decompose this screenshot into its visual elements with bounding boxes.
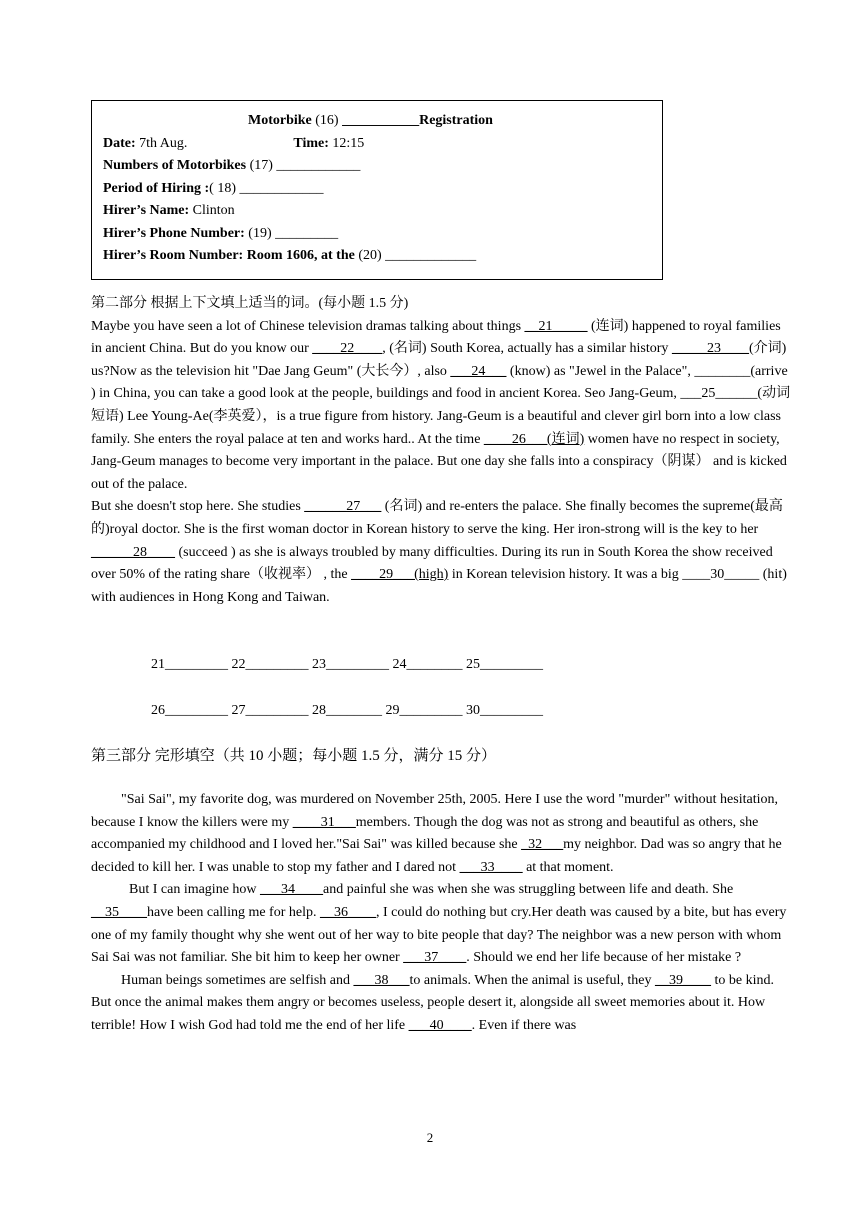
form-period xyxy=(103,178,662,201)
blank-22: ____22____ xyxy=(312,341,383,357)
date-label: Date: xyxy=(103,135,136,151)
text: (know) as "Jewel in the Palace", ________(arrive ) in China, you can take a good look at the people, buildings and food in ancient Korea. Seo Jang-Geum, ___25______(动词短语) Lee Young-Ae(李英爱），is a true figure from history. Jang-Geum is a beautiful and clever girl born into a low class family. She enters the royal palace at ten and works hard.. At the time xyxy=(91,363,791,447)
form-title-label: Motorbike xyxy=(248,113,312,128)
text: members. Though the dog was not as strong and beautiful as others, she accompanied my childhood and I loved her."Sai Sai" was killed because she xyxy=(91,814,759,853)
blank-23: _____23____ xyxy=(671,341,749,357)
text: "Sai Sai", my favorite dog, was murdered on November 25th, 2005. Here I use the word "murder" without hesitation, because I know the killers were my xyxy=(91,792,778,830)
blank-26: ____26___(连词) xyxy=(483,431,585,447)
text: to animals. When the animal is useful, they xyxy=(409,972,655,988)
text: (连词) happened to royal families in ancient China. But do you know our xyxy=(91,318,781,357)
text: , I could do nothing but cry.Her death was caused by a bite, but has every one of my family thought why she went out of her way to bite people that day? The neighbor was a new person with whom Sai Sai was not familiar. She bit him to keep her owner xyxy=(91,904,787,966)
text: , (名词) South Korea, actually has a similar history xyxy=(382,341,672,357)
date-value: 7th Aug. xyxy=(139,135,188,151)
period-value: ( 18) ____________ xyxy=(209,180,324,196)
phone-label: Hirer’s Phone Number: xyxy=(103,225,245,241)
part2-heading: 第二部分 根据上下文填上适当的词。(每小题 1.5 分) xyxy=(91,296,409,311)
blank-40: ___40____ xyxy=(408,1017,472,1033)
form-room xyxy=(103,245,662,268)
part3-paragraph-3 xyxy=(91,970,791,1038)
answer-row-2: 26_________ 27_________ 28________ 29_________ 30_________ xyxy=(151,703,543,718)
form-title-suffix: Registration xyxy=(419,113,493,128)
time-label: Time: xyxy=(293,135,329,151)
time-value: 12:15 xyxy=(332,135,365,151)
room-label: Hirer’s Room Number: Room 1606, at the xyxy=(103,248,355,263)
part2-paragraph-1 xyxy=(91,316,791,497)
page-number: 2 xyxy=(426,1130,434,1145)
num-motorbikes-value: (17) ____________ xyxy=(249,158,361,173)
answer-row-1: 21_________ 22_________ 23_________ 24________ 25_________ xyxy=(151,657,543,672)
blank-39: __39____ xyxy=(654,972,711,988)
form-title-blank: ___________ xyxy=(342,113,420,128)
text: in Korean television history. It was a big ____30_____ (hit) with audiences in Hong Kong and Taiwan. xyxy=(91,567,787,605)
blank-21: __21_____ xyxy=(524,318,588,334)
blank-38: ___38___ xyxy=(353,972,410,988)
blank-27: ______27___ xyxy=(304,499,382,515)
text: . Should we end her life because of her mistake ? xyxy=(466,950,742,966)
text: (名词) and re-enters the palace. She finally becomes the supreme(最高的)royal doctor. She is the first woman doctor in Korean history to serve the king. Her iron-strong will is the key to her xyxy=(91,499,783,537)
text: my neighbor. Dad was so angry that he decided to kill her. I was unable to stop my father and I dared not xyxy=(91,837,782,875)
text: But she doesn't stop here. She studies xyxy=(91,499,305,515)
text: But I can imagine how xyxy=(129,882,261,898)
form-title-number: (16) xyxy=(315,113,339,128)
period-label: Period of Hiring : xyxy=(103,180,210,196)
part2-passage xyxy=(91,316,791,610)
num-motorbikes-label: Numbers of Motorbikes xyxy=(103,158,247,173)
name-value: Clinton xyxy=(192,203,235,218)
text: . Even if there was xyxy=(471,1017,577,1033)
text: and painful she was when she was struggling between life and death. She xyxy=(323,882,734,898)
part3-paragraph-1 xyxy=(91,789,791,879)
room-value: (20) _____________ xyxy=(358,248,477,263)
blank-34: ___34____ xyxy=(260,882,324,898)
text: Human beings sometimes are selfish and xyxy=(121,972,354,988)
name-label: Hirer’s Name: xyxy=(103,203,190,218)
text: women have no respect in society, Jang-Geum manages to become very important in the palace. But one day she falls into a conspiracy（阴谋） and is kicked out of the palace. xyxy=(91,431,787,492)
text: (介词) us?Now as the television hit "Dae Jang Geum" (大长今）, also xyxy=(91,341,787,379)
blank-29: ____29___(high) xyxy=(351,567,449,583)
text: to be kind. But once the animal makes them angry or becomes useless, people desert it, alongside all sweet memories about it. How terrible! How I wish God had told me the end of her life xyxy=(91,972,774,1033)
blank-28: ______28____ xyxy=(91,544,175,560)
part3-passage xyxy=(91,789,791,1038)
form-name xyxy=(103,200,662,223)
text: have been calling me for help. xyxy=(147,904,320,920)
part3-paragraph-2 xyxy=(91,879,791,969)
form-num-motorbikes xyxy=(103,155,662,178)
blank-35: __35____ xyxy=(91,904,147,920)
blank-33: ___33____ xyxy=(459,859,523,875)
blank-36: __36____ xyxy=(319,904,376,920)
blank-37: ___37____ xyxy=(403,950,467,966)
form-date-time xyxy=(103,133,662,156)
part2-paragraph-2 xyxy=(91,496,791,609)
blank-24: ___24___ xyxy=(450,363,507,379)
text: (succeed ) as she is always troubled by many difficulties. During its run in South Korea the show received over 50% of the rating share（收视率） , the xyxy=(91,544,773,583)
form-title xyxy=(103,110,662,133)
text: at that moment. xyxy=(522,859,614,875)
form-phone xyxy=(103,223,662,246)
registration-form xyxy=(91,100,663,280)
part3-heading: 第三部分 完形填空（共 10 小题；每小题 1.5 分，满分 15 分） xyxy=(91,748,497,764)
part2-section xyxy=(91,293,791,609)
blank-32: _32___ xyxy=(521,837,564,853)
text: Maybe you have seen a lot of Chinese television dramas talking about things xyxy=(91,318,525,334)
phone-value: (19) _________ xyxy=(248,225,339,241)
blank-31: ____31___ xyxy=(292,814,356,830)
